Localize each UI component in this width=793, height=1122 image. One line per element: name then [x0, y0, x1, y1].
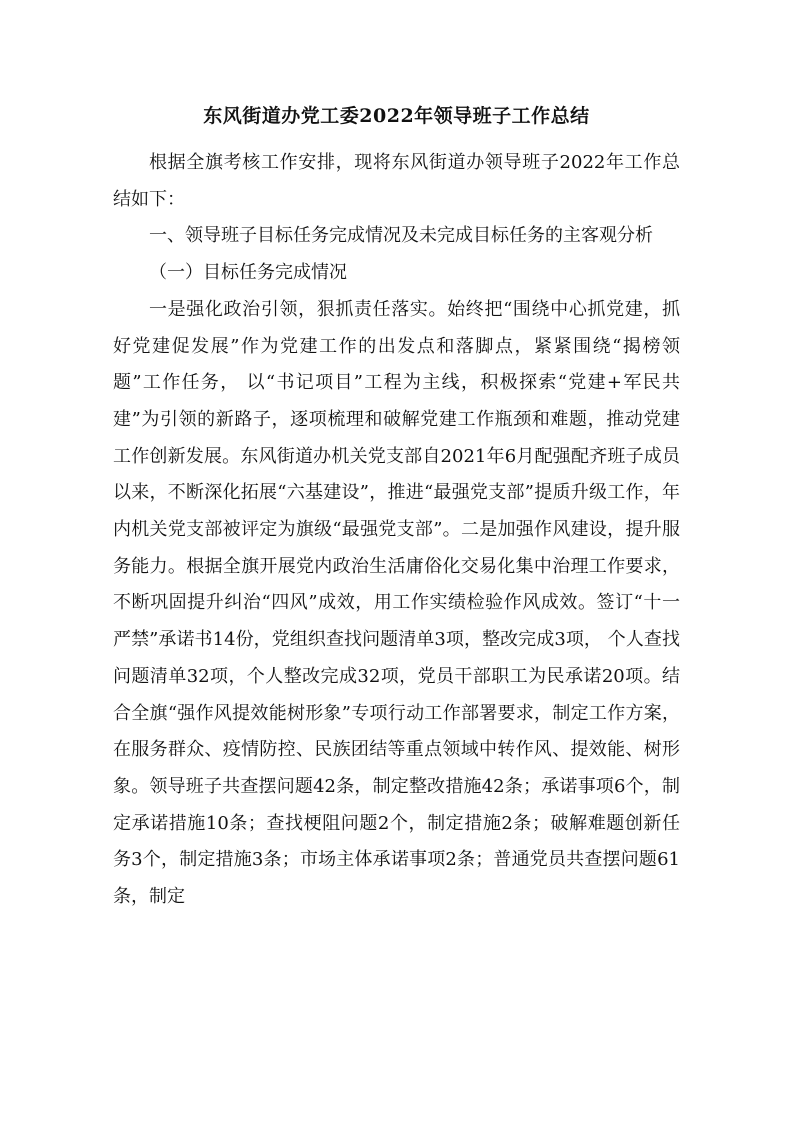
section-heading: 一、领导班子目标任务完成情况及未完成目标任务的主客观分析	[149, 225, 653, 247]
document-body	[113, 145, 680, 916]
main-paragraph: 一是强化政治引领，狠抓责任落实。始终把“围绕中心抓党建，抓好党建促发展”作为党建工作的出发点和落脚点，紧紧围绕“揭榜领题”工作任务， 以“书记项目”工程为主线，积极探索“党建+军民共建”为引领的新路子，逐项梳理和破解党建工作瓶颈和难题，推动党建工作创新发展。东风街道办机关党支部自2021年6月配强配齐班子成员以来，不断深化拓展“六基建设”，推进“最强党支部”提质升级工作，年内机关党支部被评定为旗级“最强党支部”。二是加强作风建设，提升服务能力。根据全旗开展党内政治生活庸俗化交易化集中治理工作要求，不断巩固提升纠治“四风”成效，用工作实绩检验作风成效。签订“十一严禁”承诺书14份，党组织查找问题清单3项，整改完成3项， 个人查找问题清单32项，个人整改完成32项，党员干部职工为民承诺20项。结合全旗“强作风提效能树形象”专项行动工作部署要求，制定工作方案，在服务群众、疫情防控、民族团结等重点领域中转作风、提效能、树形象。领导班子共查摆问题42条，制定整改措施42条；承诺事项6个，制定承诺措施10条；查找梗阻问题2个，制定措施2条；破解难题创新任务3个，制定措施3条；市场主体承诺事项2条；普通党员共查摆问题61条，制定	[113, 298, 680, 908]
document-title: 东风街道办党工委2022年领导班子工作总结	[203, 105, 590, 127]
subsection-heading: （一）目标任务完成情况	[149, 262, 347, 284]
intro-paragraph: 根据全旗考核工作安排，现将东风街道办领导班子2022年工作总结如下：	[113, 152, 680, 210]
